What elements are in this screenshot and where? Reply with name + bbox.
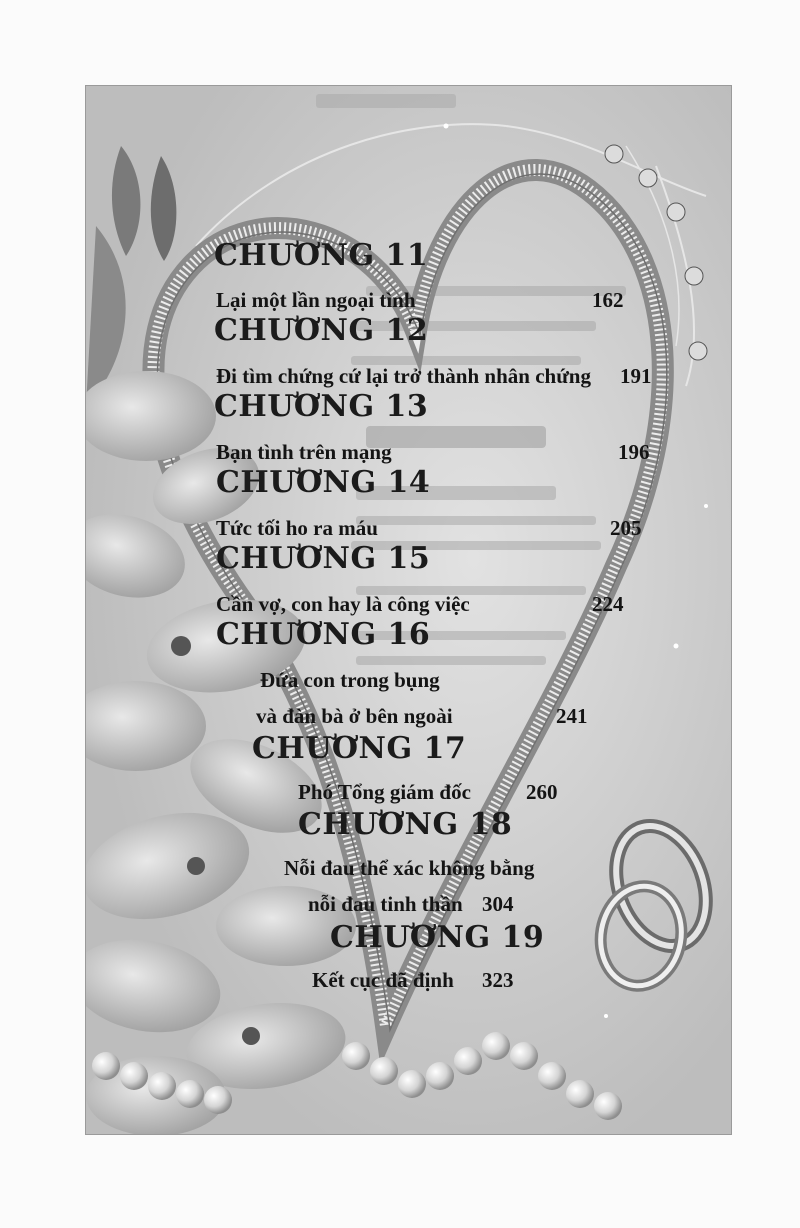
chapter-title: Tức tối ho ra máu [216,516,378,540]
page-number: 241 [556,704,588,728]
page-number: 205 [610,516,642,540]
chapter-heading: CHƯƠNG 12 [214,313,429,348]
chapter-heading: CHƯƠNG 11 [214,238,429,273]
page-number: 196 [618,440,650,464]
page-number: 162 [592,288,624,312]
book-page [86,86,731,1134]
chapter-title: Đứa con trong bụng [260,668,440,692]
chapter-heading: CHƯƠNG 13 [214,389,429,424]
table-of-contents [86,86,731,1134]
page-number: 304 [482,892,514,916]
page-number: 323 [482,968,514,992]
chapter-heading: CHƯƠNG 17 [252,731,467,766]
chapter-title: Đi tìm chứng cứ lại trở thành nhân chứng [216,364,591,388]
chapter-heading: CHƯƠNG 19 [330,920,545,955]
chapter-heading: CHƯƠNG 16 [216,617,431,652]
chapter-title: Bạn tình trên mạng [216,440,392,464]
chapter-title: và đàn bà ở bên ngoài [256,704,453,728]
chapter-title: Nỗi đau thể xác không bằng [284,856,535,880]
page-number: 224 [592,592,624,616]
chapter-title: Lại một lần ngoại tình [216,288,416,312]
chapter-title: Kết cục đã định [312,968,454,992]
page-number: 191 [620,364,652,388]
chapter-title: nỗi đau tinh thần [308,892,463,916]
chapter-title: Cần vợ, con hay là công việc [216,592,470,616]
chapter-heading: CHƯƠNG 15 [216,541,431,576]
chapter-heading: CHƯƠNG 14 [216,465,431,500]
chapter-title: Phó Tổng giám đốc [298,780,471,804]
page-number: 260 [526,780,558,804]
chapter-heading: CHƯƠNG 18 [298,807,513,842]
